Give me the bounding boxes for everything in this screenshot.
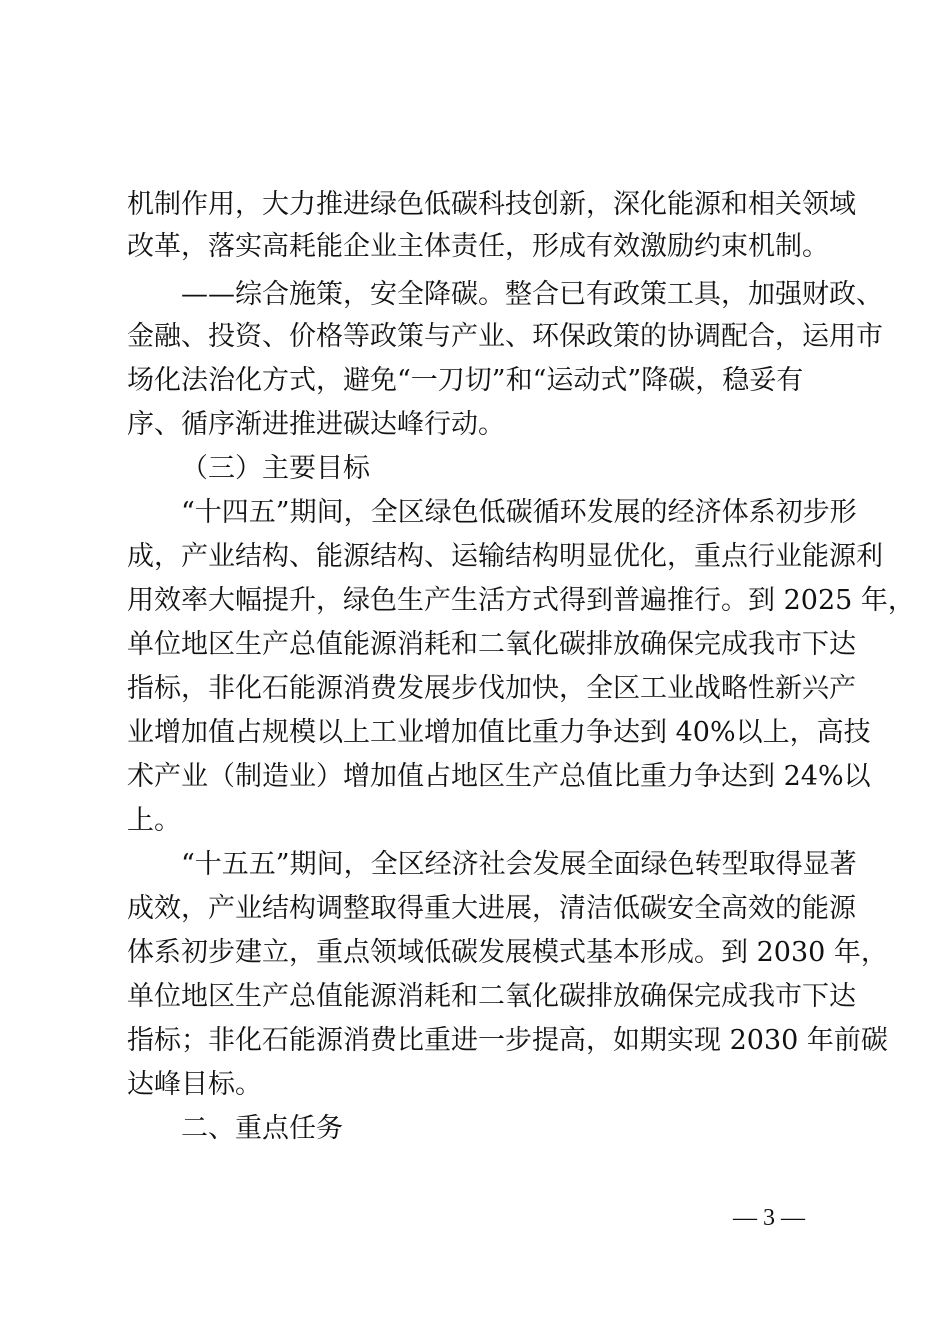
text-line: 成，产业结构、能源结构、运输结构明显优化，重点行业能源利	[127, 541, 883, 572]
text-line: 成效，产业结构调整取得重大进展，清洁低碳安全高效的能源	[127, 893, 856, 924]
section-heading: （三）主要目标	[181, 453, 370, 484]
text-line: 上。	[127, 805, 181, 836]
text-line: 指标，非化石能源消费发展步伐加快，全区工业战略性新兴产	[127, 673, 856, 704]
text-line: 指标；非化石能源消费比重进一步提高，如期实现 2030 年前碳	[127, 1025, 888, 1056]
text-line: 机制作用，大力推进绿色低碳科技创新，深化能源和相关领域	[127, 189, 856, 220]
text-line: 场化法治化方式，避免“一刀切”和“运动式”降碳，稳妥有	[127, 365, 804, 396]
text-line: 单位地区生产总值能源消耗和二氧化碳排放确保完成我市下达	[127, 981, 856, 1012]
text-line: 改革，落实高耗能企业主体责任，形成有效激励约束机制。	[127, 231, 829, 262]
text-line: 序、循序渐进推进碳达峰行动。	[127, 409, 505, 440]
text-line: 金融、投资、价格等政策与产业、环保政策的协调配合，运用市	[127, 321, 883, 352]
text-line: 用效率大幅提升，绿色生产生活方式得到普遍推行。到 2025 年，	[127, 585, 915, 616]
page-number: — 3 —	[733, 1205, 805, 1231]
text-line: “十四五”期间，全区绿色低碳循环发展的经济体系初步形	[181, 497, 857, 528]
text-line: “十五五”期间，全区经济社会发展全面绿色转型取得显著	[181, 849, 857, 880]
text-line: ——综合施策，安全降碳。整合已有政策工具，加强财政、	[181, 279, 883, 310]
text-line: 单位地区生产总值能源消耗和二氧化碳排放确保完成我市下达	[127, 629, 856, 660]
text-line: 体系初步建立，重点领域低碳发展模式基本形成。到 2030 年，	[127, 937, 888, 968]
text-line: 业增加值占规模以上工业增加值比重力争达到 40%以上，高技	[127, 717, 871, 748]
text-line: 达峰目标。	[127, 1069, 262, 1100]
section-heading: 二、重点任务	[181, 1113, 343, 1144]
text-line: 术产业（制造业）增加值占地区生产总值比重力争达到 24%以	[127, 761, 871, 792]
